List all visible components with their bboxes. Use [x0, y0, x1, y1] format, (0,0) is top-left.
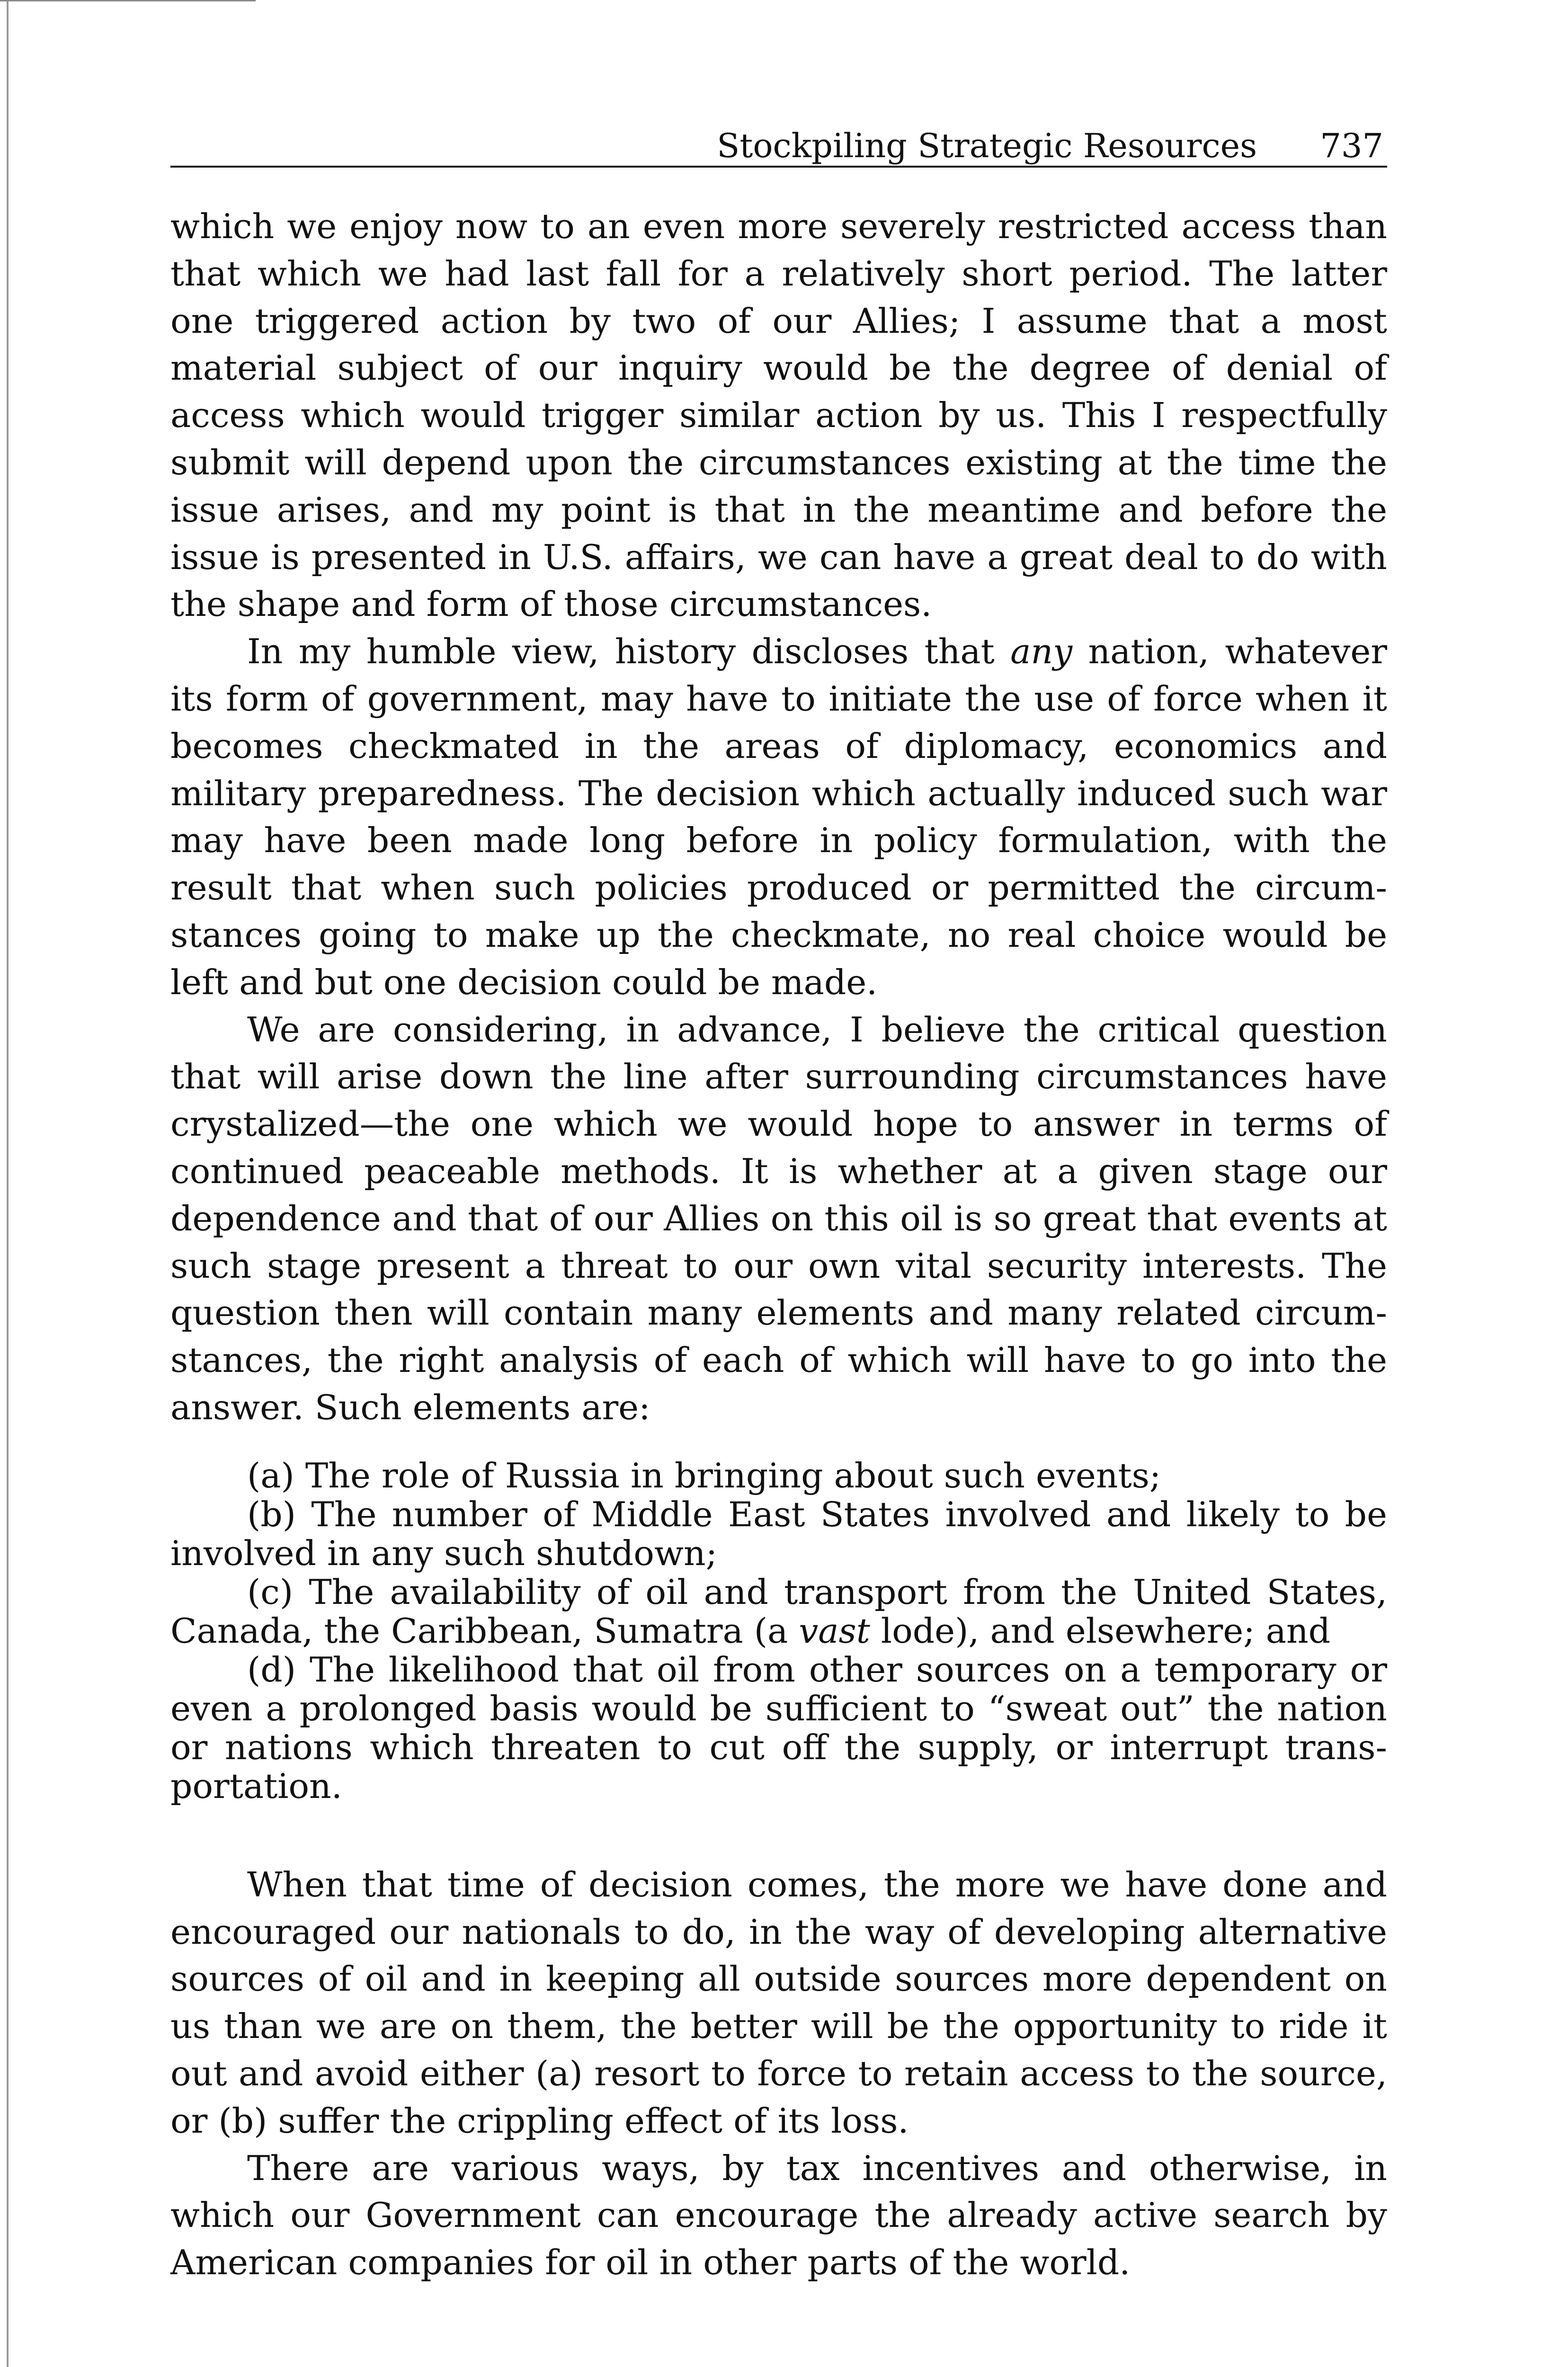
list-item-text: (c) The availability of oil and transport from the United States, Canada, the Caribbean, Sumatra (a: [170, 1572, 1387, 1651]
list-item: (a) The role of Russia in bringing about such events;: [247, 1456, 1161, 1496]
list-item: (b) The number of Middle East States involved and likely to be involved in any such shutdown;: [170, 1495, 1387, 1574]
elements-list: [170, 1457, 1387, 1806]
paragraph-text: nation, whatever its form of government, may have to initiate the use of force when it becomes checkmated in the areas of diplomacy, economics and military preparedness. The decision which actually induced such war may have been made long before in policy formulation, with the result that when such policies produced or permitted the circumstances going to make up the checkmate, no real choice would be left and but one decision could be made.: [170, 632, 1387, 1003]
list-item-text: lode), and elsewhere; and: [870, 1611, 1331, 1651]
paragraph-text: In my humble view, history discloses that: [247, 632, 1011, 672]
paragraph-humble-view: [170, 629, 1387, 1006]
paragraph-time-of-decision: When that time of decision comes, the more we have done and encouraged our nationals to do, in the way of developing alternative sources of oil and in keeping all outside sources more dependent on us than we are on them, the better will be the opportunity to ride it out and avoid either (a) resort to force to retain access to the source, or (b) suffer the crippling effect of its loss.: [170, 1865, 1387, 2141]
page-number: 737: [1320, 126, 1383, 165]
emphasis-text: any: [1010, 632, 1073, 672]
running-title: Stockpiling Strategic Resources: [717, 126, 1257, 165]
scan-edge-line: [7, 0, 9, 2367]
scan-top-line: [0, 0, 256, 1]
list-item: [170, 1573, 1387, 1651]
list-item: (d) The likelihood that oil from other sources on a temporary or even a prolonged basis would be sufficient to “sweat out” the nation or nations which threaten to cut off the supply, or interrupt transportation.: [170, 1650, 1387, 1806]
paragraph-tax-incentives: There are various ways, by tax incentives and otherwise, in which our Government can encourage the already active search by American companies for oil in other parts of the world.: [170, 2148, 1387, 2283]
page-body: [170, 204, 1387, 2287]
emphasis-text: vast: [799, 1611, 870, 1651]
paragraph-continuation: which we enjoy now to an even more severely restricted access than that which we had last fall for a relatively short period. The latter one triggered action by two of our Allies; I assume that a most material subject of our inquiry would be the degree of denial of access which would trigger similar action by us. This I respectfully submit will depend upon the circumstances existing at the time the issue arises, and my point is that in the meantime and before the issue is presented in U.S. affairs, we can have a great deal to do with the shape and form of those circumstances.: [170, 207, 1387, 625]
page-header: [170, 121, 1387, 168]
paragraph-critical-question: We are considering, in advance, I believe the critical question that will arise down the line after surrounding circumstances have crystalized—the one which we would hope to answer in terms of continued peaceable methods. It is whether at a given stage our dependence and that of our Allies on this oil is so great that events at such stage present a threat to our own vital security interests. The question then will contain many elements and many related circumstances, the right analysis of each of which will have to go into the answer. Such elements are:: [170, 1010, 1387, 1428]
